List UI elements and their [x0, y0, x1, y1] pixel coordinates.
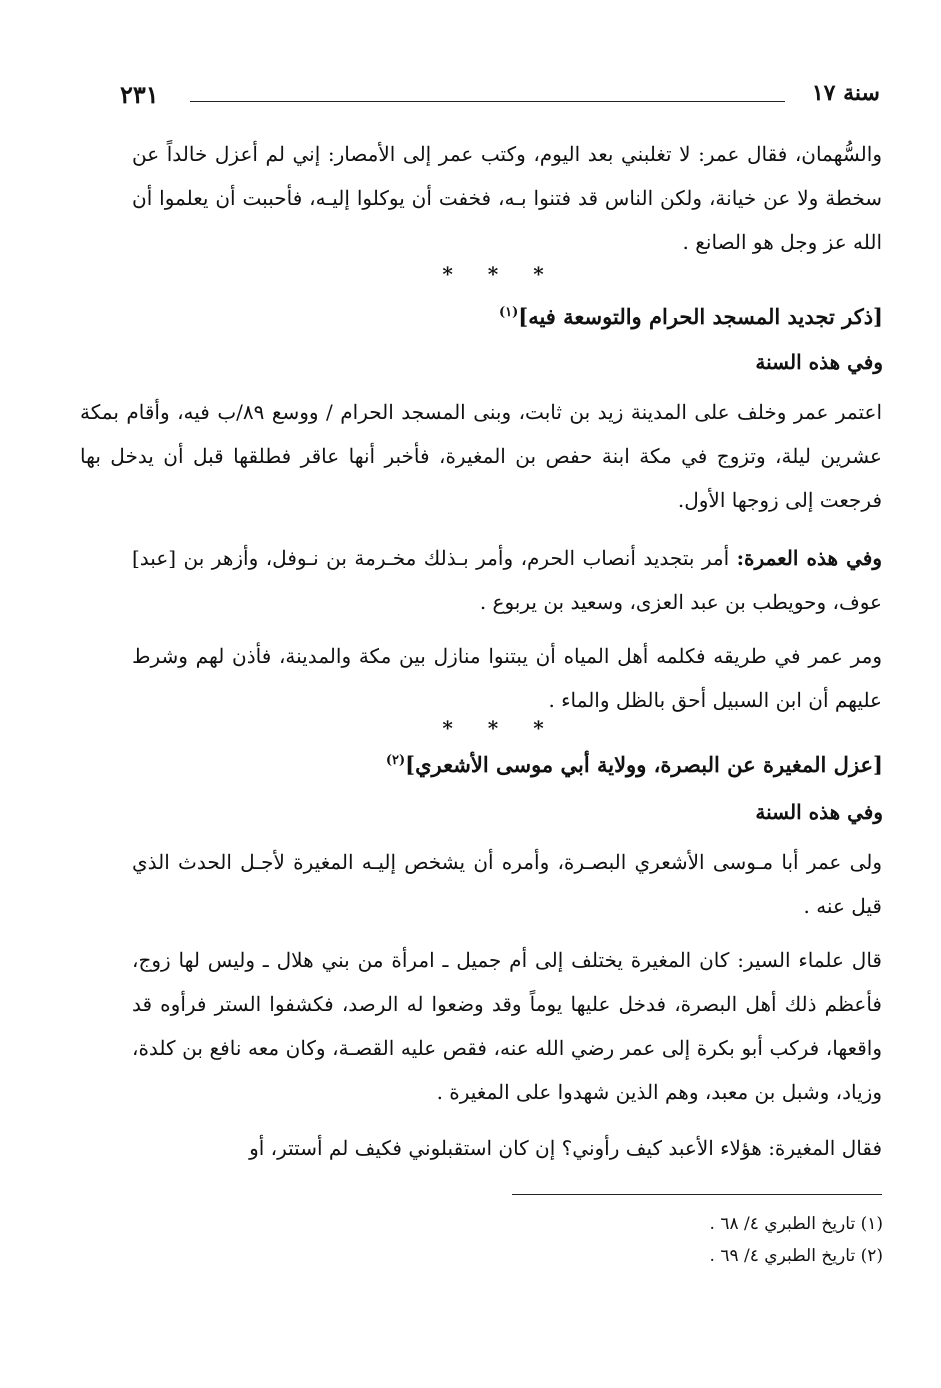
paragraph-ulama-siyar: قال علماء السير: كان المغيرة يختلف إلى أم جميل ـ امرأة من بني هلال ـ وليس لها زوج، فأعظم ذلك أهل البصرة، فدخل عليها يوماً وقد وضعوا له الرصد، فكشفوا الستر فرأوه قد واقعها، فركب أبو بكرة إلى عمر رضي الله عنه، فقص عليه القصـة، وكان معه نافع بن كلدة، وزياد، وشبل بن معبد، وهم الذين شهدوا على المغيرة .	[132, 948, 882, 1104]
footnote-2: (٢) تاريخ الطبري ٤/ ٦٩ .	[709, 1246, 883, 1266]
footnote-1: (١) تاريخ الطبري ٤/ ٦٨ .	[709, 1214, 883, 1234]
section-heading-mosque-text: [ذكر تجديد المسجد الحرام والتوسعة فيه]	[518, 304, 883, 329]
section-separator-2: * * *	[442, 716, 558, 740]
section-heading-mughira	[386, 752, 883, 777]
header-rule	[190, 101, 785, 102]
running-header	[120, 80, 880, 120]
paragraph-abu-musa: ولى عمر أبا مـوسى الأشعري البصـرة، وأمره أن يشخص إليـه المغيرة لأجـل الحدث الذي قيل عنه .	[132, 850, 882, 918]
paragraph-mughira-says: فقال المغيرة: هؤلاء الأعبد كيف رأوني؟ إن كان استقبلوني فكيف لم أستتر، أو	[249, 1136, 882, 1160]
paragraph-renewal	[132, 536, 882, 624]
footnote-ref-1: (١)	[498, 305, 519, 320]
subheading-this-year-2: وفي هذه السنة	[755, 800, 883, 824]
paragraph-renewal-rest: أمر بتجديد أنصاب الحرم، وأمر بـذلك مخـرمة بن نـوفل، وأزهر بن [عبد] عوف، وحويطب بن عبد العزى، وسعيد بن يربوع .	[132, 546, 882, 614]
section-heading-mughira-text: [عزل المغيرة عن البصرة، وولاية أبي موسى الأشعري]	[405, 752, 883, 777]
subheading-this-year-1: وفي هذه السنة	[755, 350, 883, 374]
section-heading-mosque	[499, 304, 883, 329]
paragraph-renewal-lead: وفي هذه العمرة:	[736, 546, 882, 570]
running-header-year: سنة ١٧	[811, 80, 880, 106]
paragraph-water-people: ومر عمر في طريقه فكلمه أهل المياه أن يبتنوا منازل بين مكة والمدينة، فأذن لهم وشرط عليهم أن ابن السبيل أحق بالظل والماء .	[132, 644, 882, 712]
page-number: ٢٣١	[120, 80, 159, 109]
footnote-ref-2: (٢)	[385, 753, 406, 768]
paragraph-opening: والسُّهمان، فقال عمر: لا تغلبني بعد اليوم، وكتب عمر إلى الأمصار: إني لم أعزل خالداً عن سخطة ولا عن خيانة، ولكن الناس قد فتنوا بـه، فخفت أن يوكلوا إليـه، فأحببت أن يعلموا أن الله عز وجل هو الصانع .	[132, 142, 882, 254]
section-separator: * * *	[442, 262, 558, 286]
footnote-rule	[512, 1194, 882, 1195]
paragraph-umrah: اعتمر عمر وخلف على المدينة زيد بن ثابت، وبنى المسجد الحرام / ووسع ٨٩/ب فيه، وأقام بمكة عشرين ليلة، وتزوج في مكة ابنة حفص بن المغيرة، فأخبر أنها عاقر فطلقها قبل أن يدخل بها فرجعت إلى زوجها الأول.	[80, 400, 883, 512]
